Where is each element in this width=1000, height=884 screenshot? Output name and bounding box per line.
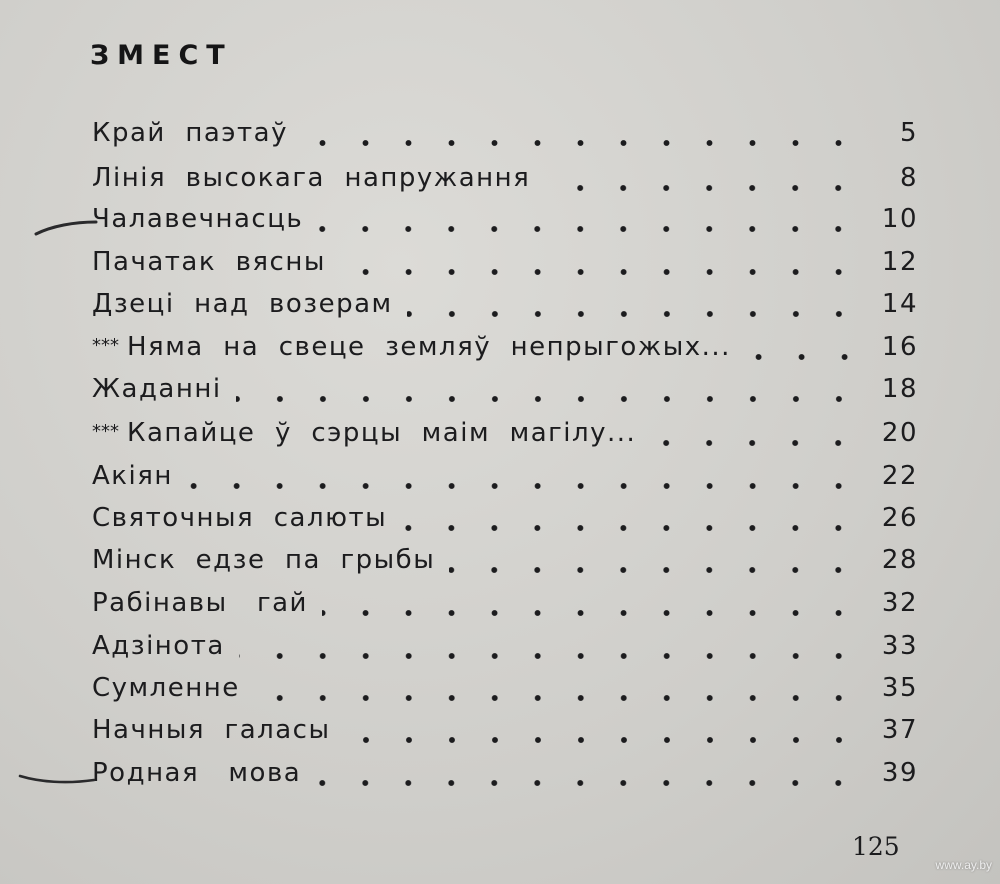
page-number: 125: [852, 832, 900, 861]
toc-entry-page: 39: [881, 758, 918, 788]
dot-leader: [322, 582, 860, 624]
dot-leader: [449, 539, 860, 581]
toc-entry-page: 32: [881, 588, 918, 618]
toc-entry-page: 12: [881, 247, 918, 277]
toc-entry-page: 18: [881, 374, 918, 404]
dot-leader: [187, 455, 860, 497]
toc-entry-title: Няма на свеце земляў непрыгожых...: [127, 332, 731, 362]
pen-mark-chalavechnasts: [30, 212, 100, 242]
toc-entry: [92, 112, 918, 154]
dot-leader: [315, 752, 860, 794]
toc-entry-title: Жаданні: [92, 374, 222, 404]
toc-entry-page: 28: [881, 545, 918, 575]
dot-leader: [544, 157, 860, 199]
toc-entry: [92, 157, 918, 199]
asterism-prefix: ***: [92, 420, 119, 442]
dot-leader: [302, 112, 860, 154]
watermark: www.ay.by: [935, 858, 992, 872]
toc-entry-title: Капайце ў сэрцы маім магілу...: [127, 418, 637, 448]
toc-entry: [92, 539, 918, 581]
toc-entry: [92, 455, 918, 497]
toc-entry: [92, 497, 918, 539]
toc-entry-page: 35: [881, 673, 918, 703]
toc-entry-page: 5: [899, 118, 918, 148]
toc-entry: [92, 198, 918, 240]
toc-entry: [92, 241, 918, 283]
toc-entry-title: Пачатак вясны: [92, 247, 326, 277]
toc-entry-title: Начныя галасы: [92, 715, 331, 745]
toc-entry: [92, 368, 918, 410]
toc-entry: [92, 283, 918, 325]
toc-entry-page: 26: [881, 503, 918, 533]
toc-entry-page: 16: [881, 332, 918, 362]
toc-entry: [92, 625, 918, 667]
toc-entry: [92, 709, 918, 751]
toc-entry-title: Родная мова: [92, 758, 302, 788]
toc-entry-page: 14: [881, 289, 918, 319]
toc-entry-page: 37: [881, 715, 918, 745]
asterism-prefix: ***: [92, 334, 119, 356]
toc-entry-title: Рабінавы гай: [92, 588, 308, 618]
toc-entry-title: Акіян: [92, 461, 173, 491]
dot-leader: [401, 497, 860, 539]
toc-entry-title: Мінск едзе па грыбы: [92, 545, 436, 575]
toc-entry: [92, 326, 918, 368]
toc-entry-page: 10: [881, 204, 918, 234]
dot-leader: [254, 667, 860, 709]
toc-entry-title: Лінія высокага напружання: [92, 163, 531, 193]
dot-leader: [239, 625, 860, 667]
toc-entry-page: 22: [881, 461, 918, 491]
dot-leader: [345, 709, 860, 751]
toc-entry: [92, 667, 918, 709]
toc-entry-title: Чалавечнасць: [92, 204, 304, 234]
dot-leader: [737, 326, 866, 368]
dot-leader: [407, 283, 860, 325]
toc-entry: [92, 582, 918, 624]
contents-heading: ЗМЕСТ: [90, 40, 233, 71]
dot-leader: [317, 198, 860, 240]
toc-entry: [92, 412, 918, 454]
dot-leader: [236, 368, 860, 410]
toc-entry-page: 20: [881, 418, 918, 448]
toc-entry-title: Святочныя салюты: [92, 503, 388, 533]
pen-mark-rodnaya-mova: [14, 766, 98, 796]
toc-entry-title: Адзінота: [92, 631, 225, 661]
dot-leader: [340, 241, 860, 283]
toc-entry-title: Дзеці над возерам: [92, 289, 393, 319]
toc-entry-title: Край паэтаў: [92, 118, 288, 148]
dot-leader: [650, 412, 860, 454]
toc-entry-page: 8: [899, 163, 918, 193]
toc-entry-title: Сумленне: [92, 673, 240, 703]
toc-entry: [92, 752, 918, 794]
toc-entry-page: 33: [881, 631, 918, 661]
